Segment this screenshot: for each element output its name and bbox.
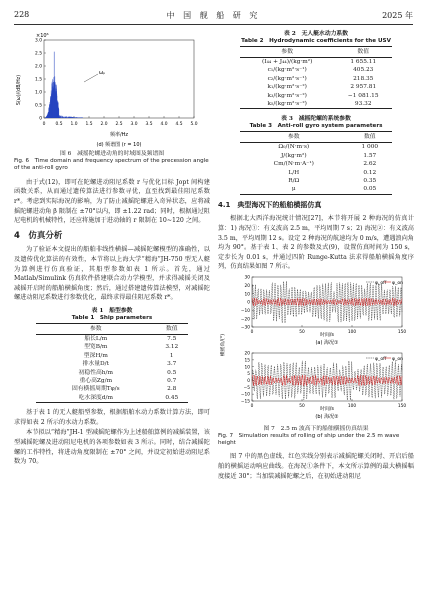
journal-title: 中 国 舰 船 研 究 (166, 11, 261, 20)
table3-row (240, 143, 392, 152)
table3-value-cell: 0.05 (348, 185, 392, 194)
table1-row (36, 385, 188, 393)
fig6-annotation-arrow (84, 74, 98, 82)
fig7b-ytick-label: −10 (240, 392, 250, 398)
table2-param-cell: (I₄₄ + J₄₄)/(kg·m²) (262, 59, 313, 65)
paragraph-simulation-intro: 为了验证本文提出的船舶非线性横摇—减摇陀螺模型的准确性，以及遗传优化算法的有效性，本节将以上海大学“精海”JH-750 型无人艇为算例进行仿真验证，其船型参数如表 1 所示。首先，通过 Matlab/Simulink 仿真软件搭建联合动力学模型，并求得减摇关闭及减摇开启时的船舶横摇角度；然后，通过搭建遗传算法模型，对减摇陀螺进动阻尼系数进行参数优化，最终求得最佳阻尼系数 r*。 (14, 246, 210, 302)
fig7b-legend-on: φ_on (392, 356, 404, 362)
table1-header-param: 参数 (36, 323, 156, 334)
table1-title-en: Table 1 Ship parameters (71, 314, 153, 321)
fig7b-xtick-label: 150 (397, 404, 407, 410)
fig7-caption-cn: 图 7 2.5 m 波高下的船舶横摇仿真结果 (263, 425, 369, 432)
table1-value-cell: 1 (169, 352, 174, 359)
table2-row (240, 100, 392, 109)
table2-value-cell: 405.23 (353, 67, 374, 74)
table1-param-cell: 固有横摇周期Tφ/s (71, 386, 120, 393)
table2-row (240, 58, 392, 67)
table3-row (240, 185, 392, 194)
table3-param-cell: J/(kg·m²) (280, 152, 307, 159)
fig7a-sublabel: (a) 海况① (315, 340, 339, 347)
fig7-svg (218, 273, 414, 421)
fig7a-ytick-label: 20 (244, 283, 250, 289)
table1-row (36, 343, 188, 351)
paragraph-sea-states: 根据北大西洋海况统计情况[27]，本节将开展 2 种海况的仿真计算：1) 海况①：有义波高 2.5 m，平均周期 7 s；2) 海况②：有义波高 3.5 m，平均周期 12 s。设定 2 种海况的航速均为 0 m/s，遭遇浪向角均为 90°。基于表 1、表 2 的参数及式(9)，设置仿真时间为 150 s，定步长为 0.01 s，并通过四阶 Runge-Kutta 法求得船舶横摇角度序列，仿真结果如图 7 所示。 (218, 215, 414, 271)
table3-param-cell: Ω₀/(N·m·s) (278, 144, 310, 151)
table2-param-cell: k₃/(kg·m²·s⁻²) (267, 92, 307, 99)
fig6-xtick-label: 3.0 (130, 122, 138, 127)
fig6-ytick-label: 0.5 (35, 103, 42, 109)
table3-value-cell: 0.12 (363, 169, 377, 176)
table1-row (36, 369, 188, 377)
table1-row (36, 360, 188, 368)
table2-value-cell: −1 081.15 (347, 92, 379, 99)
table1-value-cell: 0.5 (167, 369, 177, 376)
table3-header-value: 数值 (348, 132, 392, 143)
fig7a-xtick-label: 0 (250, 330, 254, 336)
table1-row (36, 352, 188, 360)
fig7a-ytick-label: 10 (244, 292, 250, 298)
fig6-plot-frame (44, 40, 194, 118)
table1-value-cell: 3.12 (165, 344, 179, 351)
table2-row (240, 92, 392, 100)
table1-param-cell: 初稳性高h/m (78, 369, 113, 376)
table3-row (240, 160, 392, 168)
fig7a-ytick-label: −20 (240, 317, 250, 323)
paragraph-hydro: 基于表 1 的无人艇船型参数，根据船舶水动力系数计算方法，即可求得如表 2 所示的水动力系数。 (14, 409, 210, 426)
table1-param-cell: 船长L/m (84, 335, 108, 342)
fig7-roll-simulation (218, 273, 414, 425)
fig7b-ytick-label: −5 (243, 385, 250, 391)
fig7b-sublabel: (b) 海况② (315, 414, 339, 421)
fig7a-xtick-label: 150 (397, 330, 407, 336)
fig6-ytick-label: 2.0 (35, 64, 42, 70)
table2-param-cell: c₂/(kg·m²·s⁻¹) (267, 75, 307, 82)
table1-ship-parameters (36, 323, 188, 404)
fig6-caption-en: Fig. 6 Time domain and frequency spectrum of the precession angle of the anti-roll gyro (14, 158, 209, 172)
fig6-y-exponent: ×10⁶ (36, 33, 49, 39)
fig6-ytick-label: 1.5 (35, 77, 42, 83)
header-rule (14, 24, 413, 25)
section-4-1-title: 4.1 典型海况下的船舶横摇仿真 (218, 200, 322, 209)
fig6-y-ticks (35, 38, 46, 122)
fig6-xtick-label: 2.0 (100, 122, 108, 127)
table3-title-cn: 表 3 减摇陀螺的系统参数 (281, 116, 351, 123)
fig7b-ytick-label: 20 (244, 351, 250, 357)
table3-param-cell: R/Ω (288, 178, 300, 185)
fig6-svg (14, 30, 210, 150)
table2-header-value: 数值 (334, 46, 392, 57)
fig7a-xlabel: 时间/s (320, 333, 334, 339)
table2-title-cn: 表 2 无人艇水动力系数 (283, 31, 349, 37)
fig7a-series-off (252, 281, 402, 323)
table3-param-cell: μ (240, 185, 348, 194)
fig6-spectrum (14, 30, 210, 150)
table3-row (240, 169, 392, 177)
publication-year: 2025 年 (382, 11, 413, 20)
fig6-annotation: ωₚ (99, 70, 106, 76)
paragraph-optimization: 由于式(12)，即可在陀螺进动阻尼系数 r 与优化目标 Jopt 间构建函数关系，从而通过遗传算法进行参数寻优，直至找到最佳阻尼系数 r*。考虑到实际海况的影响，为了防止减摇陀螺进入奇异状态，应将减摇陀螺进动角 β 限制在 ±70°以内，即 ±1.22 rad；同时，根据通过阻尼电机的机械特性，还应将施加于进动轴的 r 限制在 10~120 之间。 (14, 178, 210, 225)
table3-value-cell: 2.62 (363, 161, 377, 168)
fig6-xtick-label: 1.0 (70, 122, 78, 127)
page-header (14, 10, 413, 22)
fig6-xlabel: 频率/Hz (109, 132, 129, 138)
fig6-ytick-label: 0 (39, 116, 42, 122)
fig7a-xtick-label: 100 (347, 330, 357, 336)
table2-value-cell: 1 655.11 (350, 59, 377, 65)
fig7b-ytick-label: 15 (244, 358, 250, 364)
section-4-title: 4 仿真分析 (14, 230, 63, 241)
fig6-spectrum-lines (46, 52, 83, 118)
table1-param-cell: 吃水深度d/m (36, 394, 156, 403)
fig7b-ytick-label: 5 (247, 372, 250, 378)
table2-param-cell: k₅/(kg·m²·s⁻²) (240, 100, 334, 109)
table2-header-param: 参数 (240, 46, 334, 57)
table2-value-cell: 2 957.81 (350, 84, 377, 91)
fig7b-ytick-label: −15 (240, 399, 250, 405)
table2-param-cell: k₁/(kg·m²·s⁻²) (267, 84, 307, 91)
fig6-xtick-label: 3.5 (145, 122, 153, 127)
fig6-ytick-label: 1.0 (35, 90, 42, 96)
table2-param-cell: c₁/(kg·m²·s⁻¹) (267, 67, 307, 74)
table2-row (240, 83, 392, 91)
fig6-xtick-label: 5.0 (190, 122, 198, 127)
table1-param-cell: 重心高Zg/m (79, 377, 113, 384)
table2-row (240, 66, 392, 74)
paragraph-fig7-analysis: 图 7 中的黑色虚线、红色实线分别表示减摇陀螺关闭时、开启后船舶的横摇运动响应曲线。在海况①条件下，本文所示算例的最大横摇幅度接近 30°；当加装减摇陀螺之后，在初始进动阻尼 (218, 453, 414, 480)
table3-value-cell: 1 000 (361, 144, 379, 151)
fig6-ylabel: S(ω)/(dB/Hz) (17, 74, 22, 106)
table3-row (240, 177, 392, 185)
fig6-xtick-label: 2.5 (115, 122, 123, 127)
fig6-ytick-label: 3.0 (35, 38, 42, 44)
table1-value-cell: 0.45 (156, 394, 188, 403)
table1-row (36, 377, 188, 385)
fig6-sublabel: (d) 频谱图 (r = 10) (96, 142, 142, 148)
fig6-xtick-label: 4.5 (175, 122, 183, 127)
right-column (218, 30, 414, 482)
fig7-ylabel: 横摇角/(°) (221, 333, 226, 357)
fig7-caption-en: Fig. 7 Simulation results of rolling of ship under the 2.5 m wave height (218, 432, 400, 447)
table1-title-cn: 表 1 船型参数 (91, 307, 133, 314)
table3-row (240, 152, 392, 160)
fig7a-xtick-label: 50 (299, 330, 305, 336)
fig7b-xtick-label: 0 (250, 404, 254, 410)
fig7a-ytick-label: −10 (240, 308, 250, 314)
fig7b-legend-off: φ_off (375, 356, 387, 362)
fig7b-series-on (252, 375, 402, 386)
table1-param-cell: 排水量D/t (82, 361, 109, 368)
table2-value-cell: 218.35 (353, 75, 374, 82)
table2-value-cell: 93.32 (334, 100, 392, 109)
table3-header-param: 参数 (240, 132, 348, 143)
table2-row (240, 75, 392, 83)
fig7a-legend-off: φ_off (375, 280, 387, 286)
table1-value-cell: 7.5 (167, 335, 177, 342)
left-column (14, 30, 210, 468)
table1-header-value: 数值 (156, 323, 188, 334)
fig7a-legend-on: φ_on (392, 280, 404, 286)
fig7a-ytick-label: 0 (247, 300, 250, 306)
fig7b-xtick-label: 100 (347, 404, 357, 410)
table3-value-cell: 1.57 (363, 152, 377, 159)
table3-param-cell: Cm/(N·m·A⁻¹) (273, 161, 314, 168)
fig6-xtick-label: 1.5 (85, 122, 93, 127)
page-number: 228 (14, 10, 30, 19)
table1-row (36, 334, 188, 343)
fig6-ytick-label: 2.5 (35, 51, 42, 57)
table2-hydrodynamic (240, 46, 392, 110)
table3-gyro (240, 131, 392, 195)
fig6-xtick-label: 0 (42, 122, 46, 127)
table3-value-cell: 0.35 (363, 178, 377, 185)
fig7a-ytick-label: −30 (240, 325, 250, 331)
table1-row (36, 394, 188, 403)
table2-title-en: Table 2 Hydrodynamic coefficients for the USV (241, 38, 391, 44)
fig7a-ytick-label: 30 (244, 275, 250, 281)
table3-title-en: Table 3 Anti-roll gyro system parameters (249, 123, 383, 130)
table1-value-cell: 2.8 (167, 386, 177, 393)
fig7b-ytick-label: 0 (247, 379, 250, 385)
table1-value-cell: 3.7 (167, 361, 177, 368)
fig6-xtick-label: 0.5 (55, 122, 63, 127)
fig7b-xlabel: 时间/s (320, 407, 334, 413)
table1-param-cell: 型宽B/m (84, 344, 108, 351)
table3-param-cell: L/H (288, 169, 300, 176)
table1-value-cell: 0.7 (167, 377, 177, 384)
fig7b-ytick-label: 10 (244, 365, 250, 371)
fig7b-xtick-label: 50 (299, 404, 305, 410)
table1-param-cell: 型深H/m (83, 352, 108, 359)
paragraph-gyro: 本节拟以“精海”JH-1 型减摇陀螺作为上述船舶算例的减摇装置，该型减摇陀螺及进动阻尼电机的各项参数如表 3 所示。同时，结合减摇陀螺的工作特性，将进动角度限制在 ±70° 之间，并设定初始进动阻尼系数为 70。 (14, 429, 210, 466)
fig6-caption-cn: 图 6 减摇陀螺进动角的时域图及频谱图 (59, 151, 165, 157)
fig6-xtick-label: 4.0 (160, 122, 168, 127)
